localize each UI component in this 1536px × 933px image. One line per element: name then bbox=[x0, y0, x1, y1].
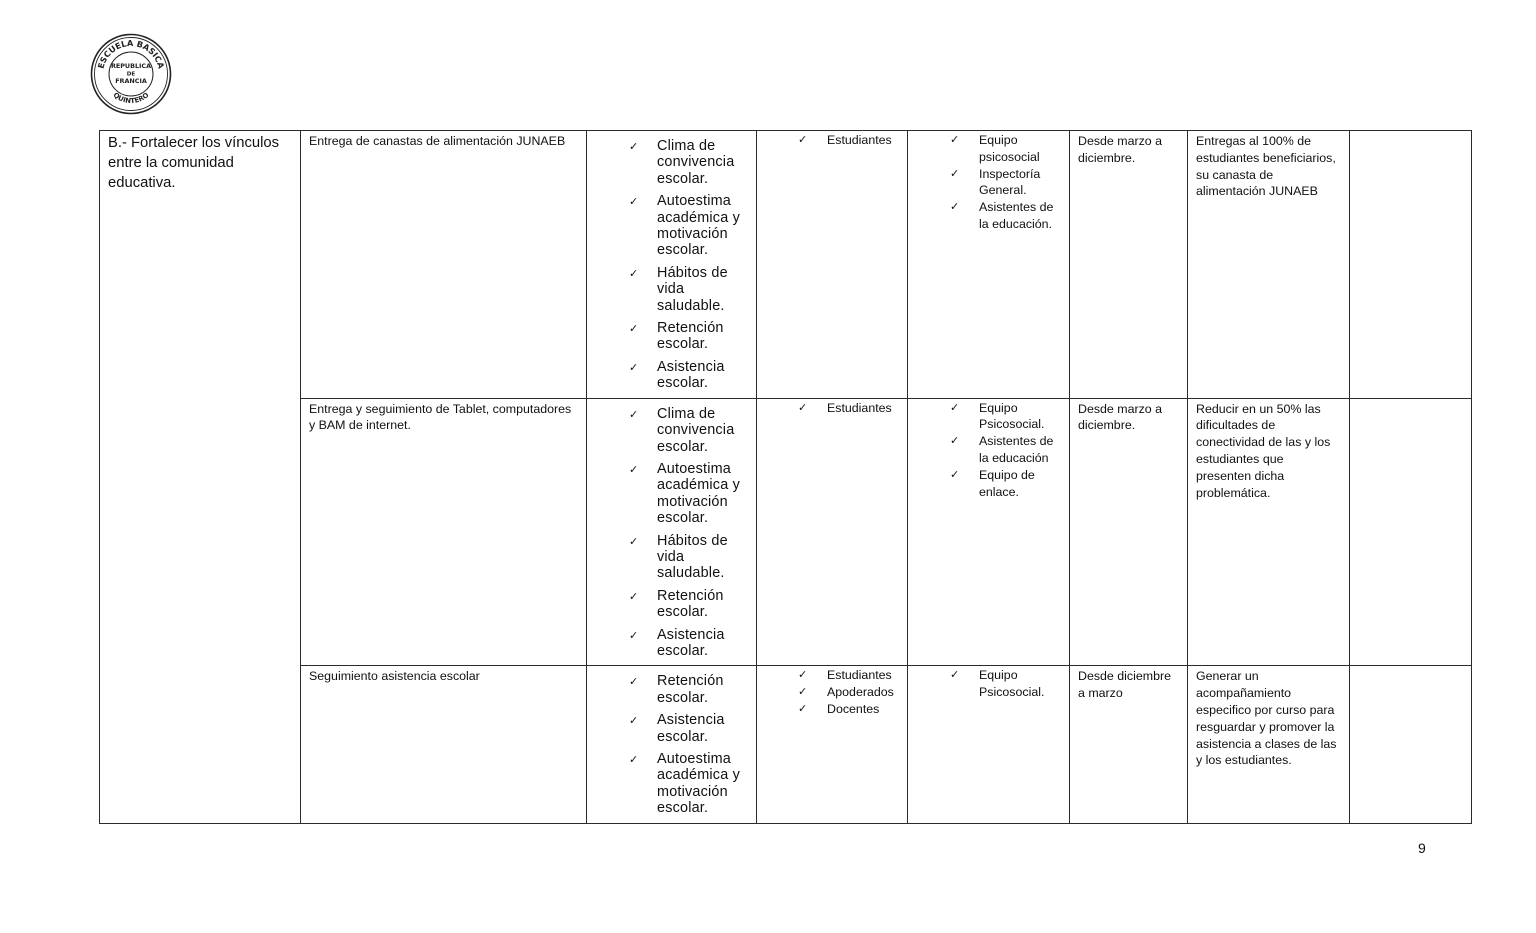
check-mark-icon: ✓ bbox=[629, 534, 639, 548]
beneficiary-item bbox=[798, 701, 903, 718]
seal-top-text: ESCUELA BASICA bbox=[95, 37, 167, 70]
period-cell: Desde diciembre a marzo bbox=[1070, 666, 1188, 823]
seal-center-line-1: REPUBLICA bbox=[110, 62, 152, 70]
responsibles-cell bbox=[908, 131, 1070, 399]
svg-text:QUINTERO bbox=[112, 91, 151, 105]
dimension-item-label: Hábitos de vida saludable. bbox=[657, 532, 728, 582]
dimensions-cell bbox=[587, 398, 757, 666]
dimension-item bbox=[629, 588, 752, 621]
check-mark-icon: ✓ bbox=[950, 166, 960, 180]
page-number: 9 bbox=[1418, 840, 1426, 856]
responsible-item bbox=[950, 400, 1065, 434]
dimension-item bbox=[629, 751, 752, 817]
action-plan-table bbox=[99, 130, 1472, 824]
seal-bottom-text: QUINTERO bbox=[111, 91, 151, 106]
check-mark-icon: ✓ bbox=[629, 195, 639, 209]
beneficiaries-cell bbox=[757, 398, 908, 666]
dimension-item-label: Asistencia escolar. bbox=[657, 712, 725, 745]
period-cell: Desde marzo a diciembre. bbox=[1070, 398, 1188, 666]
check-mark-icon: ✓ bbox=[950, 200, 960, 214]
dimension-item bbox=[629, 533, 752, 582]
beneficiary-item bbox=[798, 132, 903, 149]
dimensions-cell bbox=[587, 666, 757, 823]
check-mark-icon: ✓ bbox=[798, 400, 808, 414]
beneficiary-item bbox=[798, 400, 903, 417]
check-mark-icon: ✓ bbox=[629, 675, 639, 689]
dimension-item-label: Autoestima académica y motivación escolar. bbox=[657, 460, 740, 527]
dimensions-list bbox=[587, 131, 756, 392]
check-mark-icon: ✓ bbox=[629, 462, 639, 476]
check-mark-icon: ✓ bbox=[950, 467, 960, 481]
dimension-item bbox=[629, 138, 752, 187]
check-mark-icon: ✓ bbox=[629, 628, 639, 642]
dimension-item bbox=[629, 265, 752, 314]
dimension-item-label: Asistencia escolar. bbox=[657, 358, 725, 392]
check-mark-icon: ✓ bbox=[629, 589, 639, 603]
responsible-item-label: Asistentes de la educación bbox=[979, 434, 1054, 466]
beneficiary-item-label: Apoderados bbox=[827, 685, 894, 700]
responsibles-cell bbox=[908, 666, 1070, 823]
dimensions-cell bbox=[587, 131, 757, 399]
table-row bbox=[100, 666, 1472, 823]
check-mark-icon: ✓ bbox=[798, 685, 808, 699]
dimension-item-label: Retención escolar. bbox=[657, 320, 724, 353]
responsible-item bbox=[950, 132, 1065, 166]
table-row bbox=[100, 131, 1472, 399]
check-mark-icon: ✓ bbox=[629, 140, 639, 153]
beneficiaries-cell bbox=[757, 131, 908, 399]
period-cell: Desde marzo a diciembre. bbox=[1070, 131, 1188, 399]
extra-cell bbox=[1350, 131, 1472, 399]
beneficiaries-cell bbox=[757, 666, 908, 823]
dimension-item bbox=[629, 359, 752, 392]
table-row bbox=[100, 398, 1472, 666]
dimension-item-label: Autoestima académica y motivación escolar. bbox=[657, 751, 740, 817]
dimension-item bbox=[629, 627, 752, 660]
beneficiary-item-label: Estudiantes bbox=[827, 668, 892, 683]
beneficiaries-list bbox=[757, 666, 907, 717]
beneficiary-item-label: Estudiantes bbox=[827, 133, 892, 147]
action-cell: Seguimiento asistencia escolar bbox=[301, 666, 587, 823]
beneficiary-item bbox=[798, 684, 903, 701]
dimension-item-label: Clima de convivencia escolar. bbox=[657, 405, 735, 455]
seal-center-line-3: FRANCIA bbox=[115, 77, 147, 85]
dimension-item-label: Hábitos de vida saludable. bbox=[657, 264, 728, 314]
check-mark-icon: ✓ bbox=[950, 434, 960, 448]
action-cell: Entrega de canastas de alimentación JUNAEB bbox=[301, 131, 587, 399]
dimension-item bbox=[629, 673, 752, 706]
check-mark-icon: ✓ bbox=[950, 668, 960, 682]
check-mark-icon: ✓ bbox=[950, 400, 960, 414]
check-mark-icon: ✓ bbox=[629, 407, 639, 421]
beneficiary-item-label: Estudiantes bbox=[827, 400, 892, 415]
responsibles-list bbox=[908, 399, 1069, 501]
responsible-item-label: Equipo de enlace. bbox=[979, 467, 1035, 499]
check-mark-icon: ✓ bbox=[629, 322, 639, 336]
responsibles-list bbox=[908, 666, 1069, 701]
dimension-item bbox=[629, 461, 752, 527]
dimension-item-label: Retención escolar. bbox=[657, 587, 724, 621]
beneficiaries-list bbox=[757, 131, 907, 149]
check-mark-icon: ✓ bbox=[629, 714, 639, 728]
responsible-item-label: Asistentes de la educación. bbox=[979, 200, 1054, 231]
dimension-item bbox=[629, 320, 752, 353]
beneficiary-item-label: Docentes bbox=[827, 701, 880, 716]
result-cell: Entregas al 100% de estudiantes beneficiarios, su canasta de alimentación JUNAEB bbox=[1188, 131, 1350, 399]
responsibles-list bbox=[908, 131, 1069, 233]
extra-cell bbox=[1350, 666, 1472, 823]
check-mark-icon: ✓ bbox=[629, 266, 639, 280]
responsible-item bbox=[950, 166, 1065, 200]
dimension-item bbox=[629, 193, 752, 259]
check-mark-icon: ✓ bbox=[950, 133, 960, 146]
responsibles-cell bbox=[908, 398, 1070, 666]
responsible-item bbox=[950, 467, 1065, 501]
responsible-item-label: Inspectoría General. bbox=[979, 166, 1041, 198]
responsible-item-label: Equipo Psicosocial. bbox=[979, 400, 1045, 432]
dimension-item bbox=[629, 406, 752, 455]
dimension-item-label: Asistencia escolar. bbox=[657, 626, 725, 659]
objective-cell: B.- Fortalecer los vínculos entre la comunidad educativa. bbox=[100, 131, 301, 824]
seal-center-line-2: DE bbox=[126, 71, 136, 78]
result-cell: Reducir en un 50% las dificultades de conectividad de las y los estudiantes que presenten dicha problemática. bbox=[1188, 398, 1350, 666]
dimension-item-label: Clima de convivencia escolar. bbox=[657, 138, 735, 187]
check-mark-icon: ✓ bbox=[629, 360, 639, 374]
beneficiary-item bbox=[798, 667, 903, 684]
dimension-item-label: Retención escolar. bbox=[657, 673, 724, 706]
responsible-item bbox=[950, 199, 1065, 233]
dimensions-list bbox=[587, 666, 756, 816]
dimension-item bbox=[629, 712, 752, 745]
result-cell: Generar un acompañamiento especifico por curso para resguardar y promover la asistencia a clases de las y los estudiantes. bbox=[1188, 666, 1350, 823]
dimension-item-label: Autoestima académica y motivación escolar. bbox=[657, 193, 740, 259]
check-mark-icon: ✓ bbox=[798, 668, 808, 682]
responsible-item-label: Equipo psicosocial bbox=[979, 133, 1040, 164]
responsible-item-label: Equipo Psicosocial. bbox=[979, 668, 1045, 700]
beneficiaries-list bbox=[757, 399, 907, 417]
school-seal-graphic bbox=[89, 32, 173, 116]
check-mark-icon: ✓ bbox=[798, 701, 808, 715]
action-cell: Entrega y seguimiento de Tablet, computadores y BAM de internet. bbox=[301, 398, 587, 666]
dimensions-list bbox=[587, 399, 756, 660]
school-seal bbox=[89, 32, 173, 116]
extra-cell bbox=[1350, 398, 1472, 666]
check-mark-icon: ✓ bbox=[629, 753, 639, 766]
responsible-item bbox=[950, 667, 1065, 701]
responsible-item bbox=[950, 433, 1065, 467]
check-mark-icon: ✓ bbox=[798, 133, 808, 146]
